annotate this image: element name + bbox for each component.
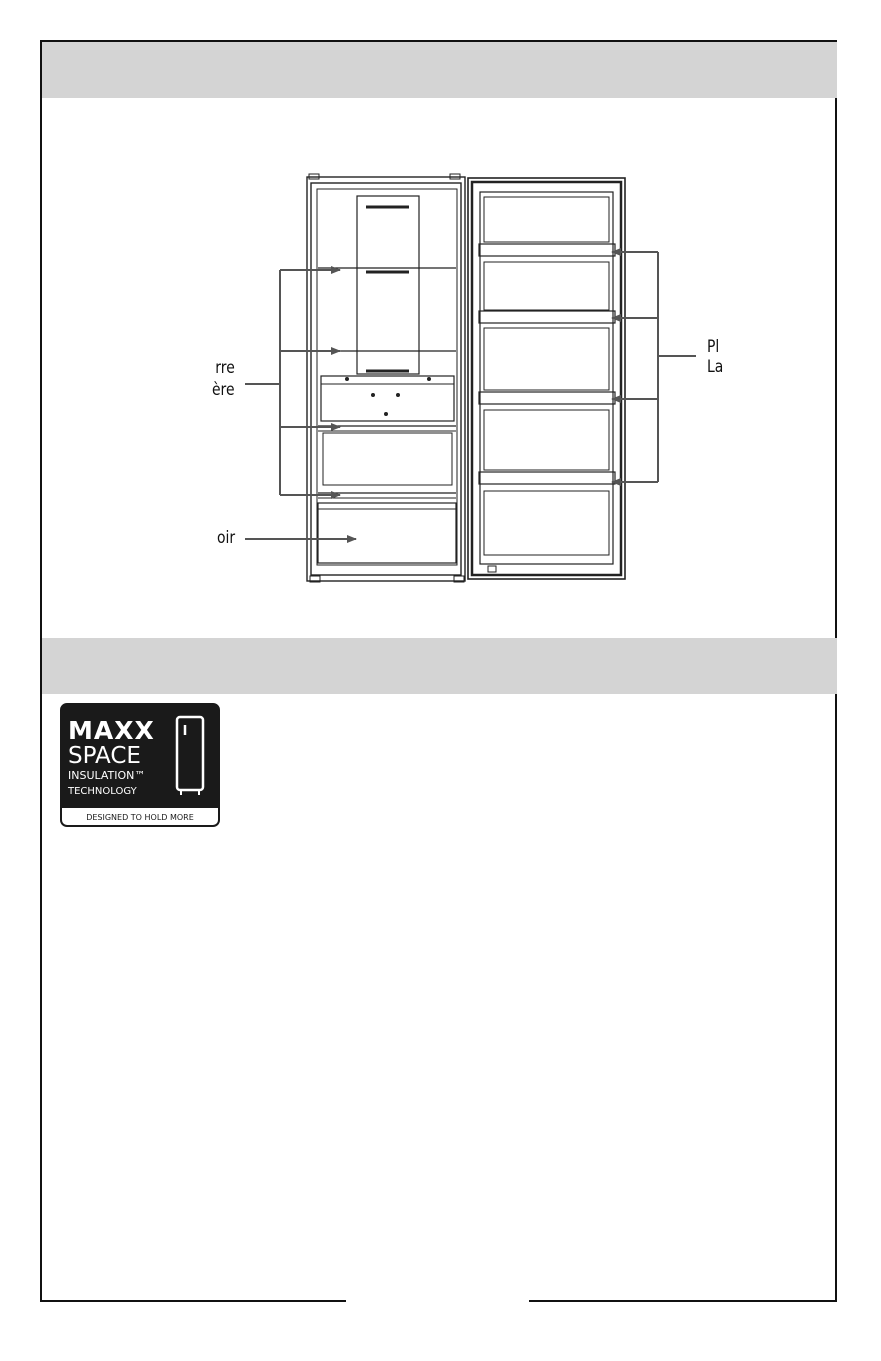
callout-label-drawer: oir <box>216 528 235 548</box>
bottom-rule-right <box>529 1300 837 1302</box>
callout-label-shelf-line2: ère <box>212 380 235 400</box>
svg-text:SPACE: SPACE <box>68 743 141 769</box>
left-callout-lines <box>245 270 356 539</box>
svg-text:MAXX: MAXX <box>68 716 155 745</box>
bottom-rule-left <box>40 1300 346 1302</box>
section-header-band-middle <box>42 638 837 694</box>
svg-text:TECHNOLOGY: TECHNOLOGY <box>68 786 137 797</box>
callout-label-door-bin-line1: Pl <box>707 337 720 357</box>
svg-text:INSULATION™: INSULATION™ <box>68 769 146 782</box>
panel-dots <box>345 377 431 416</box>
freezer-diagram <box>0 0 881 640</box>
maxx-space-logo <box>60 703 220 827</box>
svg-text:DESIGNED TO HOLD MORE: DESIGNED TO HOLD MORE <box>86 813 194 822</box>
cabinet <box>307 174 465 582</box>
door <box>468 178 625 579</box>
callout-label-shelf-line1: rre <box>215 358 235 378</box>
callout-label-door-bin-line2: La <box>707 357 724 377</box>
